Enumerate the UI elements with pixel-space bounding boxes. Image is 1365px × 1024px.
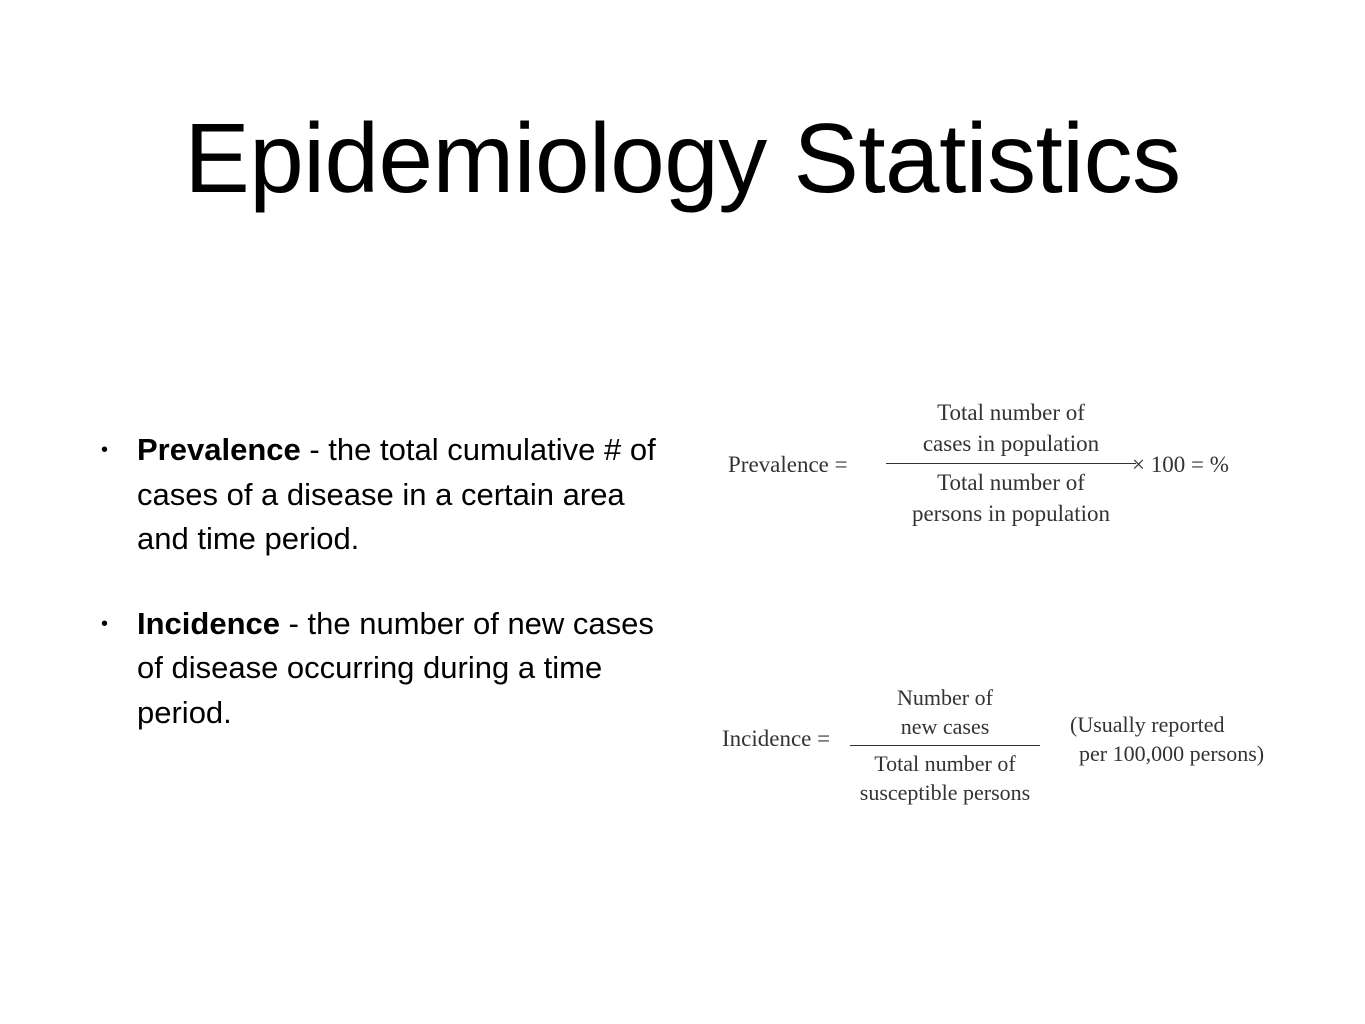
slide-title: Epidemiology Statistics bbox=[184, 103, 1181, 213]
denominator-line: Total number of bbox=[937, 470, 1085, 495]
bullet-definition: - the total cumulative # of cases of a disease in a certain area and time period. bbox=[137, 432, 656, 556]
denominator-line: persons in population bbox=[911, 501, 1111, 526]
note-line: per 100,000 persons) bbox=[1079, 741, 1265, 766]
bullet-term: Prevalence bbox=[137, 432, 301, 467]
incidence-formula bbox=[722, 683, 1272, 803]
bullet-definition: - the number of new cases of disease occurring during a time period. bbox=[137, 605, 654, 730]
bullet-item-incidence bbox=[100, 602, 675, 736]
numerator-line: new cases bbox=[900, 714, 990, 739]
bullet-dot-icon: • bbox=[101, 439, 109, 461]
note-line: (Usually reported bbox=[1070, 712, 1225, 737]
numerator-line: Number of bbox=[897, 685, 993, 710]
formula-multiplier: × 100 = % bbox=[1132, 452, 1229, 477]
formula-note bbox=[1070, 710, 1265, 768]
denominator-line: Total number of bbox=[874, 751, 1016, 776]
bullet-list bbox=[100, 428, 675, 775]
numerator-line: Total number of bbox=[937, 400, 1085, 425]
formula-fraction bbox=[850, 683, 1040, 807]
formula-label: Incidence = bbox=[722, 726, 831, 751]
fraction-bar bbox=[850, 745, 1040, 746]
formula-label: Prevalence = bbox=[728, 452, 848, 477]
denominator-line: susceptible persons bbox=[859, 780, 1031, 805]
bullet-item-prevalence bbox=[100, 428, 675, 562]
prevalence-formula bbox=[728, 397, 1268, 537]
bullet-term: Incidence bbox=[137, 605, 280, 641]
formula-fraction bbox=[886, 397, 1136, 529]
bullet-dot-icon: • bbox=[101, 612, 109, 635]
fraction-bar bbox=[886, 463, 1136, 464]
numerator-line: cases in population bbox=[922, 431, 1100, 456]
